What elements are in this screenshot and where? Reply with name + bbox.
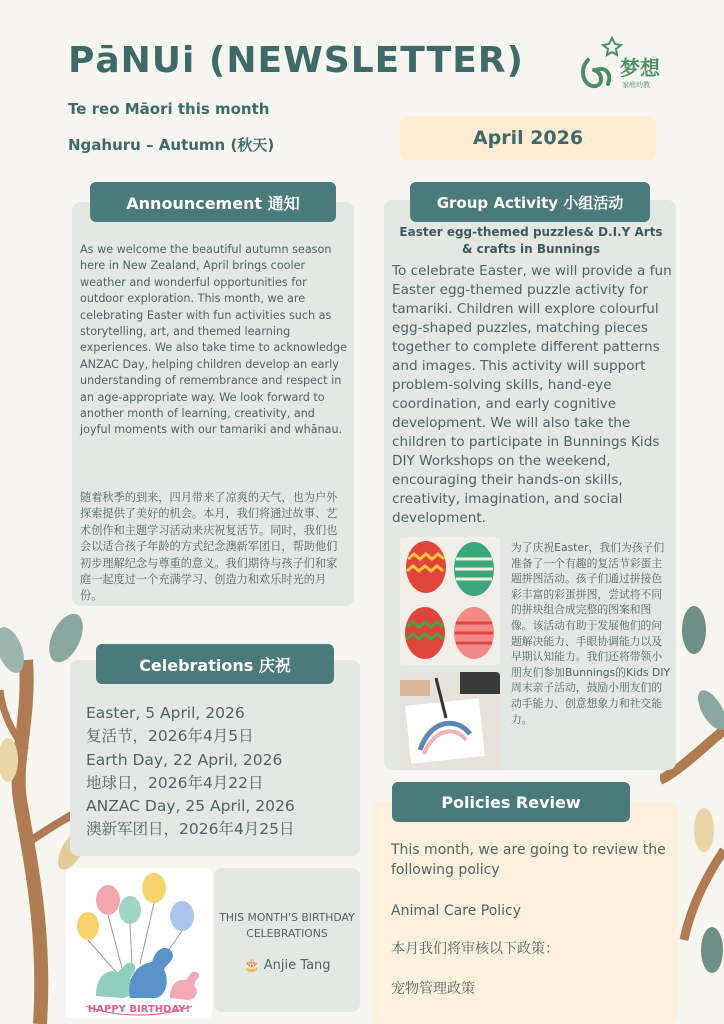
group-activity-subheading: Easter egg-themed puzzles& D.I.Y Arts & crafts in Bunnings [399, 225, 663, 256]
group-activity-body-cn: 为了庆祝Easter，我们为孩子们准备了一个有趣的复活节彩蛋主题拼图活动。孩子们通过拼接色彩丰富的彩蛋拼图，尝试将不同的拼块组合成完整的图案和图像。该活动有助于发展他们的问题解决能力、手眼协调能力以及早期认知能力。我们还将带领小朋友们参加Bunnings的Kids DIY周末亲子活动，鼓励小朋友们的动手能力、创意想象力和社交能力。 [511, 541, 671, 726]
logo-subtext: 家庭幼教 [622, 81, 650, 89]
announcement-body-en: As we welcome the beautiful autumn season here in New Zealand, April brings cooler weather and wonderful opportunities for outdoor exploration. This month, we are celebrating Easter with fun activities such as storytelling, art, and themed learning experiences. We also take time to acknowledge ANZAC Day, helping children develop an early understanding of remembrance and respect in an age-appropriate way. We look forward to another month of learning, creativity, and joyful moments with our tamariki and whānau. [80, 243, 348, 437]
easter-egg-puzzle-photo [400, 537, 500, 665]
birthday-name: 🎂 Anjie Tang [243, 958, 331, 973]
season-subtitle: Ngahuru – Autumn (秋天) [68, 136, 275, 154]
celebration-item: Earth Day, 22 April, 2026 [86, 750, 283, 769]
celebrations-list [86, 702, 356, 842]
birthday-title: THIS MONTH'S BIRTHDAY CELEBRATIONS [219, 911, 355, 940]
policy-name-en: Animal Care Policy [391, 903, 522, 919]
logo-text: 梦想 [620, 56, 660, 80]
celebration-item: 澳新军团日，2026年4月25日 [86, 820, 295, 839]
policies-intro-en: This month, we are going to review the following policy [391, 842, 666, 878]
celebration-item: 地球日，2026年4月22日 [86, 773, 264, 792]
policies-content [391, 840, 675, 999]
celebrations-heading: Celebrations 庆祝 [96, 644, 334, 684]
policies-heading: Policies Review [392, 782, 630, 822]
announcement-heading: Announcement 通知 [90, 182, 336, 222]
celebration-item: ANZAC Day, 25 April, 2026 [86, 797, 295, 816]
celebration-item: Easter, 5 April, 2026 [86, 704, 245, 722]
birthday-card-illustration [66, 868, 212, 1018]
policies-intro-cn: 本月我们将审核以下政策： [391, 941, 559, 957]
celebration-item: 复活节，2026年4月5日 [86, 727, 254, 746]
diy-painting-photo [400, 672, 500, 770]
group-activity-heading: Group Activity 小组活动 [410, 182, 650, 222]
group-activity-body-en: To celebrate Easter, we will provide a fun Easter egg-themed puzzle activity for tamariki. Children will explore colourful egg-shaped puzzles, matching pieces together to complete different patterns and images. This activity will support problem-solving skills, hand-eye coordination, and early cognitive development. We will also take the children to participate in Bunnings Kids DIY Workshops on the weekend, encouraging their hands-on skills, creativity, imagination, and social development. [392, 263, 672, 526]
newsletter-title: PāNUi (NEWSLETTER) [68, 40, 524, 81]
announcement-body-cn: 随着秋季的到来，四月带来了凉爽的天气，也为户外探索提供了美好的机会。本月，我们将通过故事、艺术创作和主题学习活动来庆祝复活节。同时，我们也会以适合孩子年龄的方式纪念澳新军团日，帮助他们初步理解纪念与尊重的意义。我们期待与孩子们和家庭一起度过一个充满学习、创造力和欢乐时光的月份。 [80, 491, 338, 603]
month-badge: April 2026 [400, 116, 656, 160]
te-reo-subtitle: Te reo Māori this month [68, 100, 270, 118]
birthday-card-text: HAPPY BIRTHDAY! [87, 1004, 191, 1015]
policy-name-cn: 宠物管理政策 [391, 981, 475, 997]
